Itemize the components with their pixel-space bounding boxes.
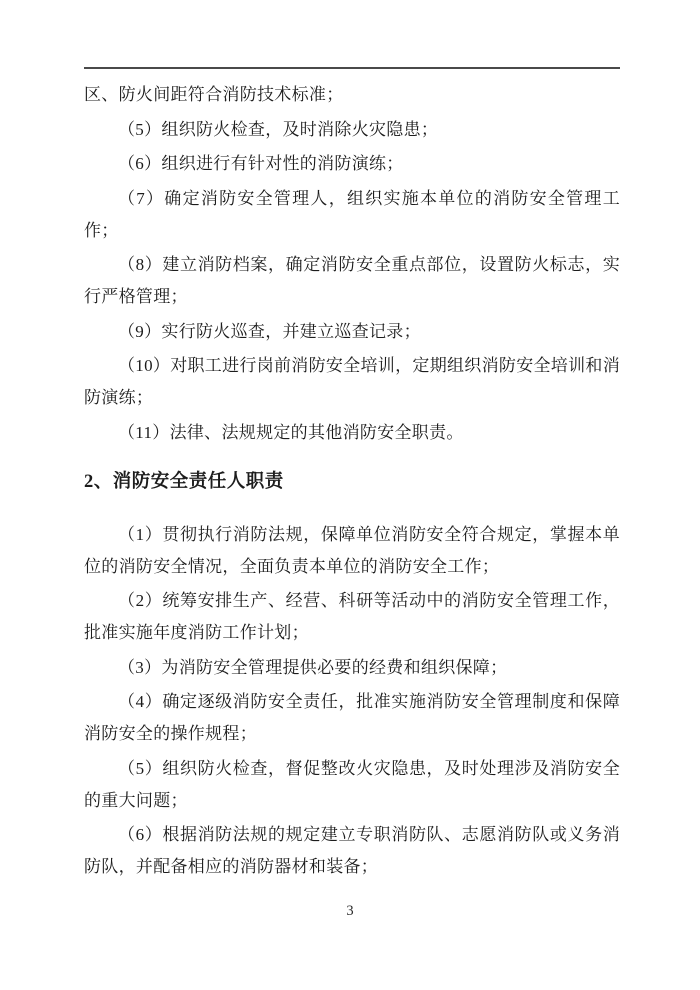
page-number: 3 [346,903,354,919]
list-item-1-8: （8）建立消防档案，确定消防安全重点部位，设置防火标志，实行严格管理； [84,255,620,306]
page-body [84,0,620,886]
list-item-2-6: （6）根据消防法规的规定建立专职消防队、志愿消防队或义务消防队，并配备相应的消防器材和装备； [84,825,620,876]
list-item-1-10: （10）对职工进行岗前消防安全培训，定期组织消防安全培训和消防演练； [84,356,620,407]
list-item-1-7: （7）确定消防安全管理人，组织实施本单位的消防安全管理工作； [84,188,620,240]
list-item-1-9: （9）实行防火巡查，并建立巡查记录； [118,321,421,341]
list-item-2-3: （3）为消防安全管理提供必要的经费和组织保障； [118,657,508,677]
header-divider-line [84,67,620,69]
section-2-heading: 2、消防安全责任人职责 [84,471,284,492]
list-item-1-6: （6）组织进行有针对性的消防演练； [118,154,404,173]
list-item-1-11: （11）法律、法规规定的其他消防安全职责。 [118,422,464,442]
list-item-2-4: （4）确定逐级消防安全责任，批准实施消防安全管理制度和保障消防安全的操作规程； [84,692,620,743]
list-item-2-2: （2）统筹安排生产、经营、科研等活动中的消防安全管理工作，批准实施年度消防工作计划； [84,591,620,642]
list-item-2-5: （5）组织防火检查，督促整改火灾隐患，及时处理涉及消防安全的重大问题； [84,758,620,810]
list-item-1-5: （5）组织防火检查，及时消除火灾隐患； [118,119,439,139]
paragraph-continuation: 区、防火间距符合消防技术标准； [84,85,344,104]
list-item-2-1: （1）贯彻执行消防法规，保障单位消防安全符合规定，掌握本单位的消防安全情况，全面负责本单位的消防安全工作； [84,524,620,576]
